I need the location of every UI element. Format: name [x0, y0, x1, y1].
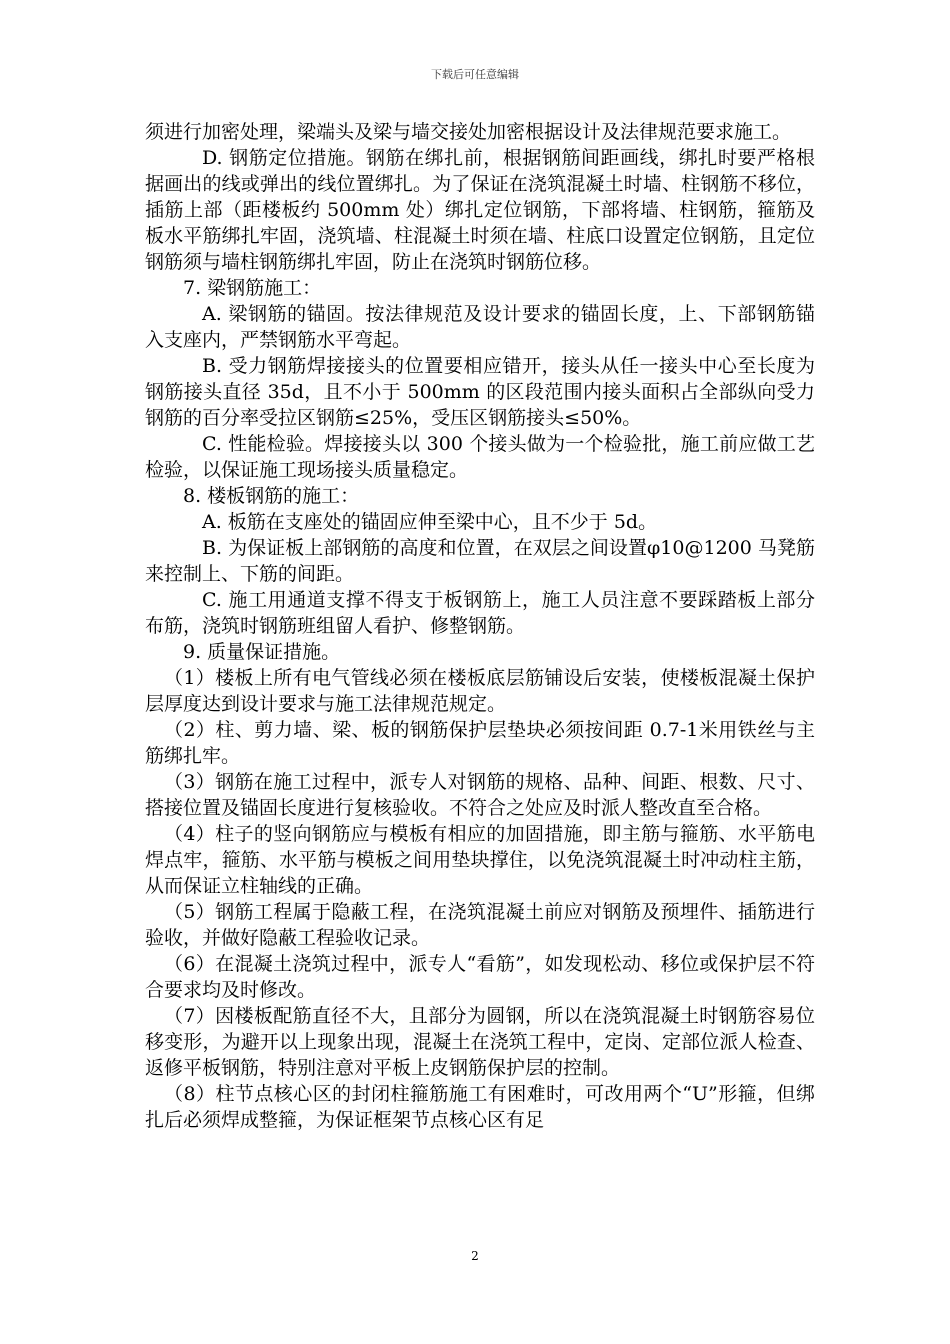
page-number: 2 [471, 1249, 479, 1263]
paragraph: A. 板筋在支座处的锚固应伸至梁中心，且不少于 5d。 [202, 511, 658, 533]
paragraph: （7）因楼板配筋直径不大，且部分为圆钢，所以在浇筑混凝土时钢筋容易位移变形，为避开以上现象出现，混凝土在浇筑工程中，定岗、定部位派人检查、返修平板钢筋，特别注意对平板上皮钢筋保护层的控制。 [145, 1005, 815, 1079]
paragraph: （2）柱、剪力墙、梁、板的钢筋保护层垫块必须按间距 0.7-1米用铁丝与主筋绑扎牢。 [145, 719, 815, 767]
section-heading: 7. 梁钢筋施工： [183, 277, 322, 299]
document-body [145, 119, 815, 1133]
page-header: 下载后可任意编辑 [431, 68, 519, 81]
section-heading: 8. 楼板钢筋的施工： [183, 485, 360, 507]
paragraph: C. 施工用通道支撑不得支于板钢筋上，施工人员注意不要踩踏板上部分布筋，浇筑时钢筋班组留人看护、修整钢筋。 [145, 589, 815, 637]
paragraph: B. 受力钢筋焊接接头的位置要相应错开，接头从任一接头中心至长度为钢筋接头直径 35d，且不小于 500mm 的区段范围内接头面积占全部纵向受力钢筋的百分率受拉区钢筋≤25%，受压区钢筋接头≤50%。 [145, 355, 815, 429]
paragraph: （1）楼板上所有电气管线必须在楼板底层筋铺设后安装，使楼板混凝土保护层厚度达到设计要求与施工法律规范规定。 [145, 667, 815, 715]
paragraph: （6）在混凝土浇筑过程中，派专人“看筋”，如发现松动、移位或保护层不符合要求均及时修改。 [145, 953, 815, 1001]
section-heading: 9. 质量保证措施。 [183, 641, 341, 663]
paragraph: （3）钢筋在施工过程中，派专人对钢筋的规格、品种、间距、根数、尺寸、搭接位置及锚固长度进行复核验收。不符合之处应及时派人整改直至合格。 [145, 771, 815, 819]
paragraph: B. 为保证板上部钢筋的高度和位置，在双层之间设置φ10@1200 马凳筋来控制上、下筋的间距。 [145, 537, 815, 585]
paragraph: D. 钢筋定位措施。钢筋在绑扎前，根据钢筋间距画线，绑扎时要严格根据画出的线或弹出的线位置绑扎。为了保证在浇筑混凝土时墙、柱钢筋不移位，插筋上部（距楼板约 500mm 处）绑扎定位钢筋，下部将墙、柱钢筋，箍筋及板水平筋绑扎牢固，浇筑墙、柱混凝土时须在墙、柱底口设置定位钢筋，且定位钢筋须与墙柱钢筋绑扎牢固，防止在浇筑时钢筋位移。 [145, 147, 815, 273]
paragraph: C. 性能检验。焊接接头以 300 个接头做为一个检验批，施工前应做工艺检验，以保证施工现场接头质量稳定。 [145, 433, 815, 481]
paragraph: A. 梁钢筋的锚固。按法律规范及设计要求的锚固长度，上、下部钢筋锚入支座内，严禁钢筋水平弯起。 [145, 303, 815, 351]
paragraph: （5）钢筋工程属于隐蔽工程，在浇筑混凝土前应对钢筋及预埋件、插筋进行验收，并做好隐蔽工程验收记录。 [145, 901, 815, 949]
paragraph: （4）柱子的竖向钢筋应与模板有相应的加固措施，即主筋与箍筋、水平筋电焊点牢，箍筋、水平筋与模板之间用垫块撑住，以免浇筑混凝土时冲动柱主筋，从而保证立柱轴线的正确。 [145, 823, 815, 897]
paragraph: 须进行加密处理，梁端头及梁与墙交接处加密根据设计及法律规范要求施工。 [145, 121, 792, 143]
paragraph: （8）柱节点核心区的封闭柱箍筋施工有困难时，可改用两个“U”形箍，但绑扎后必须焊成整箍，为保证框架节点核心区有足 [145, 1083, 815, 1131]
